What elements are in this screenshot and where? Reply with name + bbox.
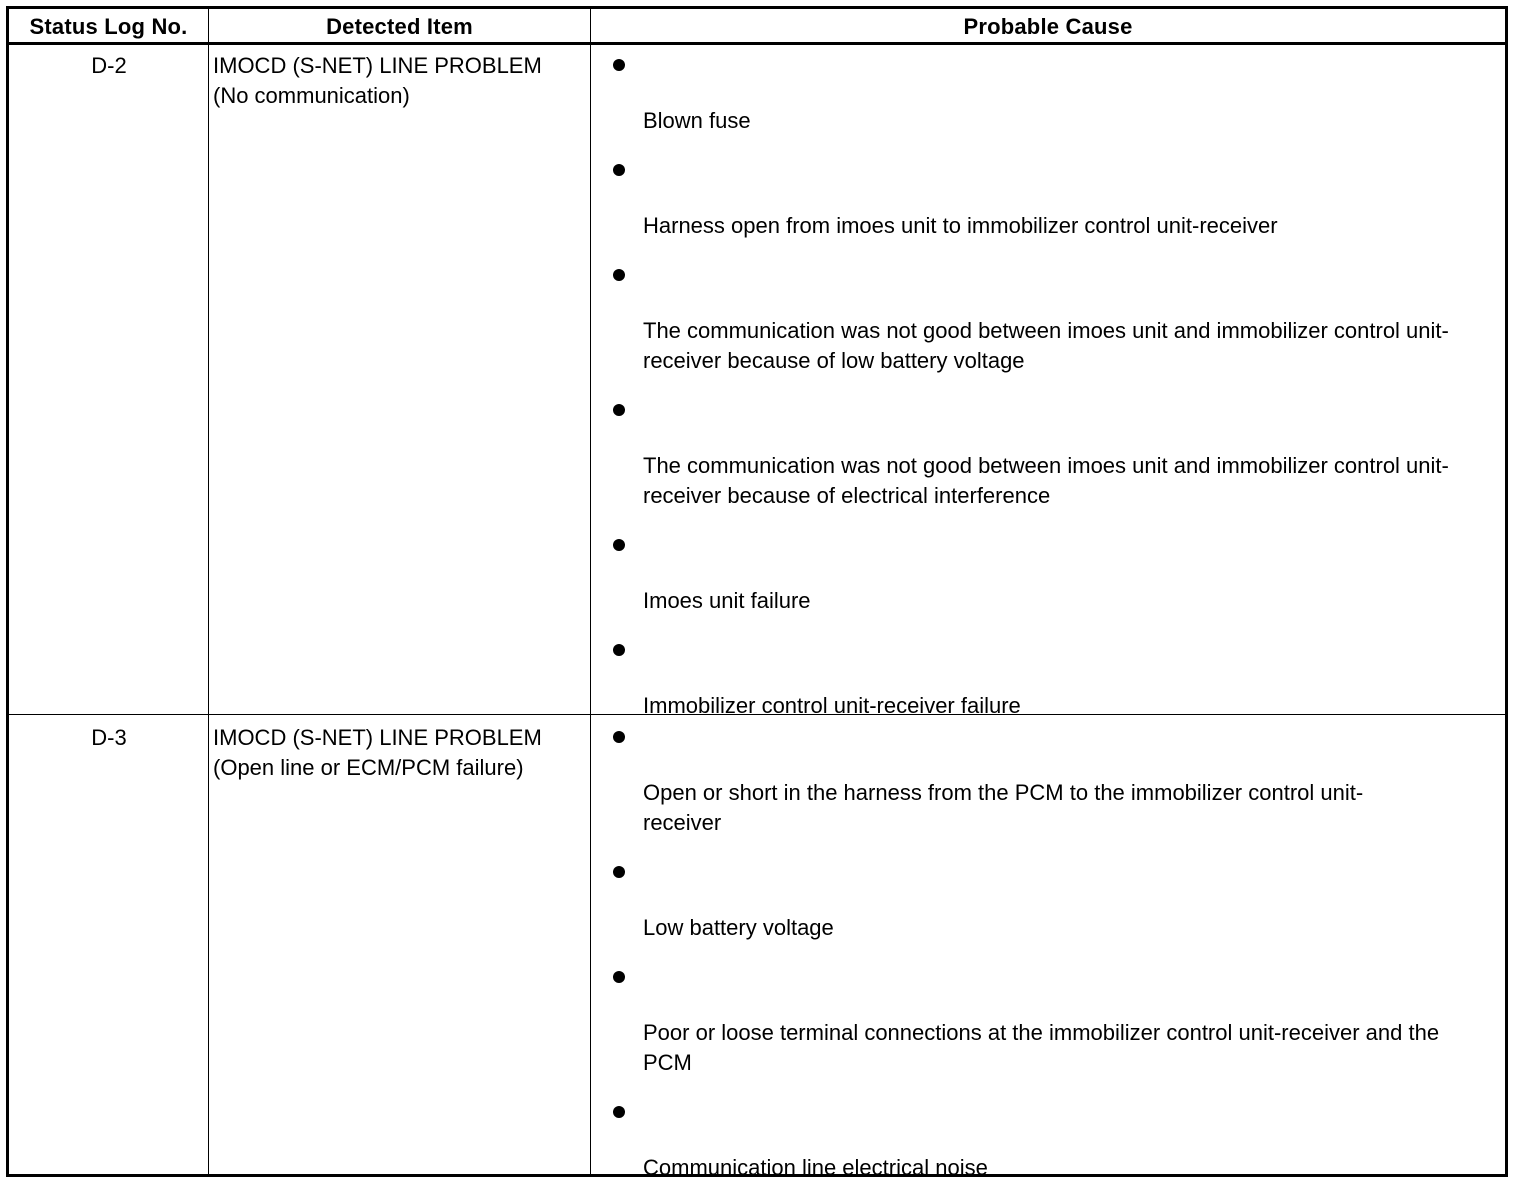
column-divider bbox=[208, 9, 209, 1174]
bullet-icon bbox=[613, 971, 625, 983]
row-detected-item-line1: IMOCD (S-NET) LINE PROBLEM bbox=[213, 53, 542, 78]
row-detected-item-line2: (Open line or ECM/PCM failure) bbox=[213, 755, 524, 780]
bullet-icon bbox=[613, 539, 625, 551]
row-detected-item-line1: IMOCD (S-NET) LINE PROBLEM bbox=[213, 725, 542, 750]
cause-item: Low battery voltage bbox=[643, 915, 834, 940]
cause-item: Communication line electrical noise bbox=[643, 1155, 988, 1180]
row-detected-item-line2: (No communication) bbox=[213, 83, 410, 108]
cause-item: The communication was not good between imoes unit and immobilizer control unit-receiver because of low battery voltage bbox=[643, 318, 1449, 373]
bullet-icon bbox=[613, 59, 625, 71]
cause-item: Imoes unit failure bbox=[643, 588, 811, 613]
cause-item: Blown fuse bbox=[643, 108, 751, 133]
bullet-icon bbox=[613, 269, 625, 281]
row-log-no: D-3 bbox=[91, 725, 127, 750]
cause-item: Immobilizer control unit-receiver failure bbox=[643, 693, 1021, 718]
column-divider bbox=[590, 9, 591, 1174]
header-status-log-no: Status Log No. bbox=[29, 14, 188, 39]
bullet-icon bbox=[613, 1106, 625, 1118]
header-detected-item: Detected Item bbox=[326, 14, 473, 39]
bullet-icon bbox=[613, 404, 625, 416]
cause-item: Poor or loose terminal connections at the immobilizer control unit-receiver and the PCM bbox=[643, 1020, 1440, 1075]
cause-item: Harness open from imoes unit to immobilizer control unit-receiver bbox=[643, 213, 1278, 238]
cause-item: Open or short in the harness from the PCM to the immobilizer control unit-receiver bbox=[643, 780, 1364, 835]
bullet-icon bbox=[613, 866, 625, 878]
row-log-no: D-2 bbox=[91, 53, 127, 78]
troubleshooting-table bbox=[6, 6, 1508, 1180]
cause-item: The communication was not good between imoes unit and immobilizer control unit-receiver because of electrical interference bbox=[643, 453, 1449, 508]
bullet-icon bbox=[613, 644, 625, 656]
bullet-icon bbox=[613, 731, 625, 743]
bullet-icon bbox=[613, 164, 625, 176]
header-probable-cause: Probable Cause bbox=[963, 14, 1133, 39]
